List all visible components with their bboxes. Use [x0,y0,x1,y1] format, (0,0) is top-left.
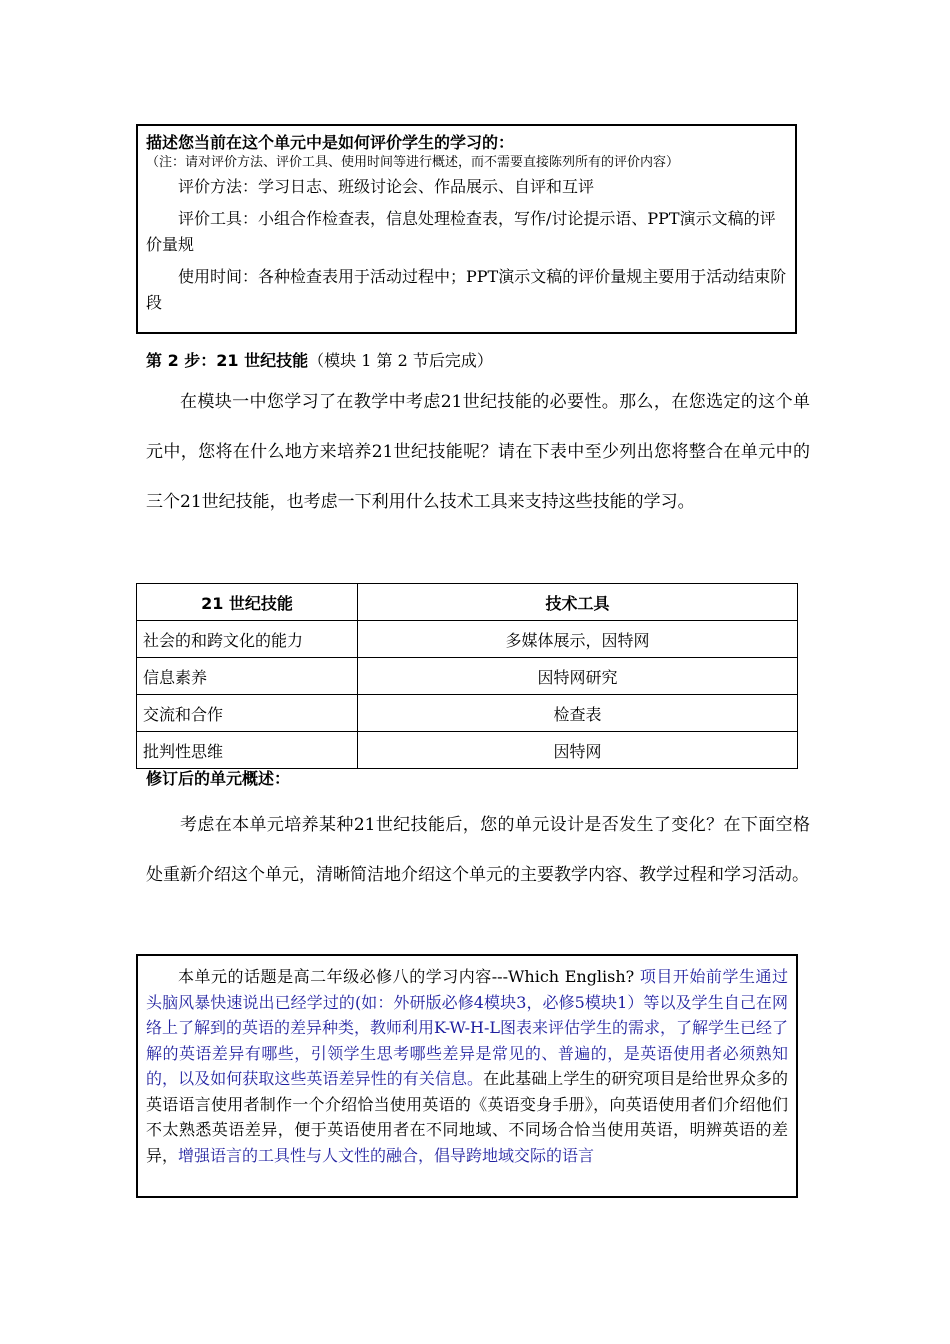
skills-table [136,583,798,769]
unit-overview-text [146,964,788,1168]
assessment-heading: 描述您当前在这个单元中是如何评价学生的学习的： [146,133,515,152]
table-header-row [137,584,798,621]
revised-heading: 修订后的单元概述： [146,769,291,788]
assessment-note: （注：请对评价方法、评价工具、使用时间等进行概述，而不需要直接陈列所有的评价内容） [146,155,680,170]
skill-cell: 社会的和跨文化的能力 [137,621,358,658]
skill-cell: 批判性思维 [137,732,358,769]
assessment-tools: 评价工具：小组合作检查表，信息处理检查表，写作/讨论提示语、PPT演示文稿的评价量规 [146,209,776,254]
table-header-tool: 技术工具 [358,584,798,621]
unit-overview-box [136,954,798,1198]
step2-subtitle: （模块 1 第 2 节后完成） [308,351,493,370]
table-row [137,732,798,769]
assessment-box [136,124,797,334]
table-header-skill: 21 世纪技能 [137,584,358,621]
step2-title: 第 2 步：21 世纪技能 [146,351,309,370]
step2-intro: 在模块一中您学习了在教学中考虑21世纪技能的必要性。那么，在您选定的这个单元中，您将在什么地方来培养21世纪技能呢？请在下表中至少列出您将整合在单元中的三个21世纪技能，也考虑一下利用什么技术工具来支持这些技能的学习。 [146,392,810,512]
skill-cell: 信息素养 [137,658,358,695]
tool-cell: 因特网研究 [358,658,798,695]
assessment-timing: 使用时间：各种检查表用于活动过程中；PPT演示文稿的评价量规主要用于活动结束阶段 [146,267,787,312]
skill-cell: 交流和合作 [137,695,358,732]
unit-text-black-1: 本单元的话题是高二年级必修八的学习内容---Which English? [178,967,640,986]
tool-cell: 多媒体展示，因特网 [358,621,798,658]
step2-heading [146,350,493,372]
unit-text-blue-1: 项目开始前学生通过头脑风暴快速说出已经学过的(如：外研版必修4模块3，必修5模块1）等以及学生自己在网络上了解到的英语的差异种类，教师利用K-W-H-L图表来评估学生的需求，了解学生已经了解的英语差异有哪些，引领学生思考哪些差异是常见的、普遍的，是英语使用者必须熟知的，以及如何获取这些英语差异性的有关信息。 [146,967,788,1088]
table-row [137,658,798,695]
unit-text-black-2: 在此基础上学生的研究项目是给世界众多的英语语言使用者制作一个介绍恰当使用英语的《英语变身手册》，向英语使用者们介绍他们不太熟悉英语差异，便于英语使用者在不同地域、不同场合恰当使用英语，明辨英语的差异， [146,1069,788,1165]
tool-cell: 检查表 [358,695,798,732]
unit-text-blue-2: 增强语言的工具性与人文性的融合，倡导跨地域交际的语言 [178,1145,595,1165]
table-row [137,621,798,658]
tool-cell: 因特网 [358,732,798,769]
table-row [137,695,798,732]
revised-prompt: 考虑在本单元培养某种21世纪技能后，您的单元设计是否发生了变化？在下面空格处重新介绍这个单元，清晰简洁地介绍这个单元的主要教学内容、教学过程和学习活动。 [146,815,810,885]
assessment-methods: 评价方法：学习日志、班级讨论会、作品展示、自评和互评 [178,177,595,196]
